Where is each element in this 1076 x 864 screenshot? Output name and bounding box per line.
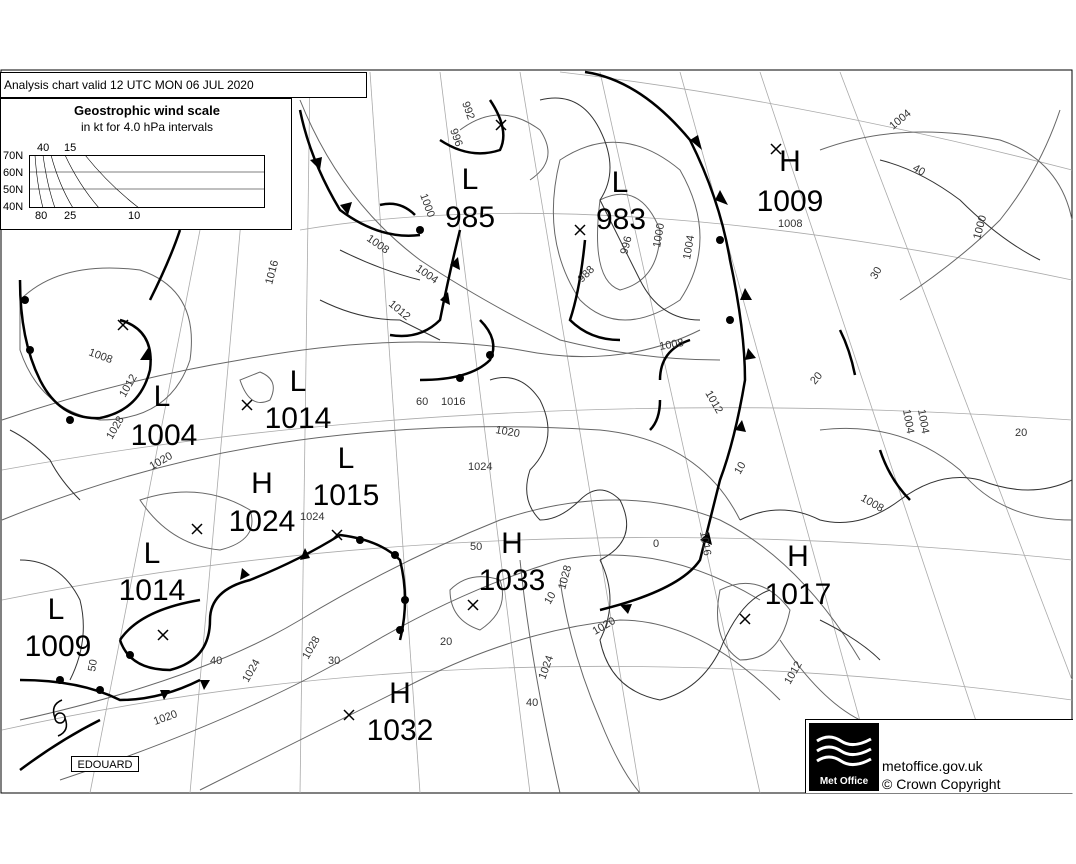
scale-lat-label: 40N [3,201,24,213]
isobar-label: 1008 [364,232,392,257]
isobar-label: 1020 [151,708,180,728]
isobar-label: 1008 [658,336,685,353]
site-link[interactable]: metoffice.gov.uk [882,758,983,774]
isobar-label: 1020 [494,424,521,441]
isobar-label: 1008 [86,346,115,367]
scale-bottom-tick: 25 [64,210,77,222]
scale-top-tick: 40 [37,142,50,154]
isobar-label: 1008 [858,492,886,515]
pressure-value: 1033 [478,564,546,597]
pressure-type: H [251,467,273,500]
isobar-label: 1024 [468,461,493,473]
graticule-label: 40 [210,655,223,667]
isobar-label: 996 [447,126,465,149]
graticule-label: 20 [1015,427,1028,439]
pressure-type: H [779,145,801,178]
met-office-logo [809,723,879,791]
pressure-type: H [787,540,809,573]
isobar-label: 1000 [971,214,990,241]
isobar-label: 1020 [147,449,175,473]
graticule-label: 60 [416,396,429,408]
isobar-label: 1004 [413,262,441,287]
pressure-type: H [501,527,523,560]
chart-title-text: Analysis chart valid 12 UTC MON 06 JUL 2020 [4,78,254,92]
isobar-label: 1008 [778,218,803,230]
isobar-label: 992 [459,99,477,122]
graticule-label: 40 [526,697,539,709]
isobar-label: 1012 [702,388,726,416]
pressure-value: 1014 [118,574,186,607]
pressure-value: 1032 [366,714,434,747]
isobar-label: 1016 [441,396,466,408]
pressure-value: 1024 [228,505,296,538]
isobar-label: 1028 [104,414,127,442]
pressure-value: 1014 [264,402,332,435]
waves-icon [809,727,879,775]
isobar-label: 1000 [651,222,668,249]
chart-title [0,72,367,98]
pressure-value: 1009 [24,630,92,663]
isobar-label: 1024 [536,653,557,682]
scale-top-tick: 15 [64,142,77,154]
graticule-label: 0 [653,538,660,550]
wind-scale-subtitle: in kt for 4.0 hPa intervals [80,120,214,134]
isobar-label: 1016 [697,530,714,557]
pressure-value: 1009 [756,185,824,218]
graticule-label: 50 [86,658,101,673]
isobar-label: 1004 [900,408,917,435]
pressure-type: L [47,593,65,626]
graticule-label: 10 [732,459,749,477]
pressure-type: L [337,442,355,475]
isobar-label: 1016 [263,259,282,286]
pressure-type: L [289,365,307,398]
isobar-label: 1004 [915,408,932,435]
isobar-label: 1024 [240,657,263,685]
pressure-value: 1015 [312,479,380,512]
pressure-value: 983 [595,203,647,236]
pressure-type: L [153,380,171,413]
storm-name-label: EDOUARD [71,756,139,772]
isobar-label: 988 [575,263,598,286]
graticule-label: 20 [808,369,826,387]
isobar-label: 1028 [556,564,575,591]
copyright-text: © Crown Copyright [882,776,1001,792]
pressure-value: 1004 [130,419,198,452]
isobar-label: 1028 [300,634,323,662]
isobar-label: 1000 [417,191,437,220]
pressure-type: L [611,166,629,199]
isobar-label: 1004 [681,234,698,261]
scale-bottom-tick: 10 [128,210,141,222]
graticule-label: 50 [470,541,483,553]
graticule-label: 40 [910,162,928,179]
scale-lat-label: 50N [3,184,24,196]
isobar-label: 1004 [887,107,914,133]
isobar-label: 996 [618,234,635,256]
scale-lat-label: 70N [3,150,24,162]
graticule-label: 20 [440,636,453,648]
wind-scale-panel [0,98,292,230]
graticule-label: 10 [542,589,559,607]
pressure-type: H [389,677,411,710]
graticule-label: 30 [868,264,885,282]
isobar-label: 1012 [782,659,805,687]
scale-bottom-tick: 80 [35,210,48,222]
logo-text: Met Office [819,776,869,787]
isobar-label: 1020 [590,614,618,638]
pressure-value: 1017 [764,578,832,611]
scale-lat-label: 60N [3,167,24,179]
isobar-label: 1012 [117,372,140,400]
pressure-value: 985 [444,201,496,234]
isobar-label: 1024 [300,511,325,523]
pressure-type: L [461,163,479,196]
graticule-label: 30 [328,655,341,667]
wind-scale-title: Geostrophic wind scale [74,103,220,118]
branding-panel [805,719,1073,793]
pressure-type: L [143,537,161,570]
wind-scale-graph [29,155,265,209]
isobar-label: 1012 [386,298,413,324]
